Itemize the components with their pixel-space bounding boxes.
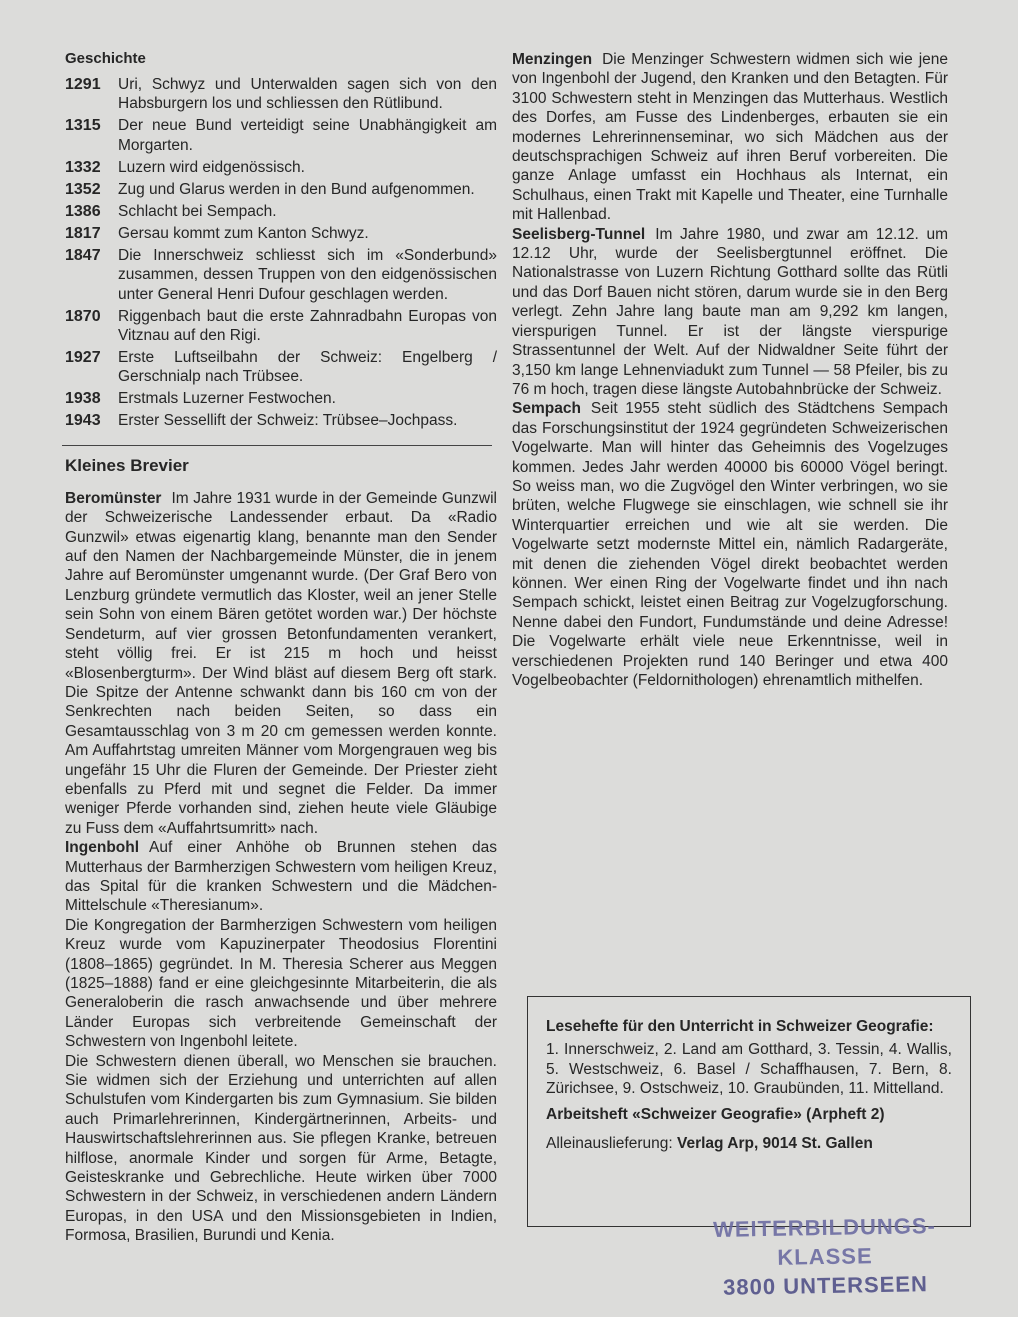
beromuenster-text: Im Jahre 1931 wurde in der Gemeinde Gunzwil der Schweizerische Landessender erbaut. Da «Radio Gunzwil» etwas eigenartig klang, benannte man den Sender auf den Namen der Nachbargemeinde Münster, die in jenem Jahre auf Beromünster umgenannt wurde. (Der Graf Bero von Lenzburg gründete vermutlich das Kloster, weil an jener Stelle sein Sohn von einem Bären getötet worden war.) Der höchste Sendeturm, auf vier grossen Betonfundamenten verankert, steht völlig frei. Er ist 215 m hoch und heisst «Blosenbergturm». Der Wind bläst auf diesem Berg oft stark. Die Spitze der Antenne schwankt dann bis 160 cm von der Senkrechten nach beiden Seiten, so dass ein Gesamtausschlag von 3 m 20 cm gemessen werden konnte. Am Auffahrtstag umreiten Männer vom Morgengrauen weg bis ungefähr 15 Uhr die Fluren der Gemeinde. Der Priester zieht ebenfalls zu Pferd mit und segnet die Felder. Da immer weniger Pferde vorhanden sind, ziehen heute viele Gläubige zu Fuss dem «Auffahrtsumritt» nach. (65, 489, 497, 837)
sempach-text: Seit 1955 steht südlich des Städtchens Sempach das Forschungsinstitut der 1924 gegründeten Schweizerischen Vogelwarte. Man will hinter das Geheimnis des Vogelzuges kommen. Jedes Jahr werden 40000 bis 60000 Vögel beringt. So weiss man, wo die Zugvögel den Winter verbringen, wo sie brüten, welche Flugwege sie einschlagen, wie schnell sie ihr Winterquartier erreichen und wie alt sie werden. Die Vogelwarte setzt modernste Mittel ein, nämlich Radargeräte, mit denen die ziehenden Vögel direkt beobachtet werden können. Wer einen Ring der Vogelwarte findet und ihn nach Sempach schickt, leistet einen Beitrag zur Vogelzugforschung. Nenne dabei den Fundort, Fundumstände und deine Adresse! Die Vogelwarte erhält viele neue Erkenntnisse, weil in verschiedenen Projekten rund 140 Beringer und etwa 400 Vogelbeobachter (Feldornithologen) ehrenamtlich mithelfen. (512, 400, 948, 689)
history-year: 1352 (65, 180, 101, 198)
publisher-label: Alleinauslieferung: (546, 1135, 673, 1153)
stamp-line-1: WEITERBILDUNGS- (712, 1213, 937, 1242)
history-text: Erstmals Luzerner Festwochen. (118, 390, 336, 408)
history-entry (65, 246, 497, 304)
publication-infobox (527, 996, 971, 1227)
history-text: Erste Luftseilbahn der Schweiz: Engelberg / Gerschnialp nach Trübsee. (118, 349, 497, 386)
history-text: Uri, Schwyz und Unterwalden sagen sich von den Habsburgern los und schliessen den Rütlibund. (118, 76, 497, 113)
history-year: 1332 (65, 158, 101, 176)
ingenbohl-paragraph-2: Die Kongregation der Barmherzigen Schwestern vom heiligen Kreuz wurde vom Kapuzinerpater Theodosius Florentini (1808–1865) gegründet. In M. Theresia Scherer aus Meggen (1825–1888) fand er eine gleichgesinnte Mitarbeiterin, die als Generaloberin die rasch anwachsende und über mehrere Länder Europas sich verbreitende Gemeinschaft der Schwestern von Ingenbohl leitete. (65, 916, 497, 1051)
geschichte-list (65, 75, 497, 431)
history-entry (65, 75, 497, 114)
term-sempach: Sempach (512, 400, 581, 418)
history-entry (65, 389, 497, 408)
brevier-title: Kleines Brevier (65, 455, 189, 475)
infobox-list: 1. Innerschweiz, 2. Land am Gotthard, 3. Tessin, 4. Wallis, 5. Westschweiz, 6. Basel / Schaffhausen, 7. Bern, 8. Zürichsee, 9. Ostschweiz, 10. Graubünden, 11. Mittelland. (546, 1041, 952, 1098)
sempach-paragraph (512, 399, 948, 690)
history-text: Der neue Bund verteidigt seine Unabhängigkeit am Morgarten. (118, 117, 497, 154)
history-text: Zug und Glarus werden in den Bund aufgenommen. (118, 180, 475, 198)
history-year: 1817 (65, 224, 101, 242)
history-entry (65, 116, 497, 155)
left-column (65, 50, 497, 1246)
ingenbohl-paragraph-1 (65, 838, 497, 916)
history-text: Erster Sessellift der Schweiz: Trübsee–Jochpass. (118, 412, 458, 430)
history-text: Riggenbach baut die erste Zahnradbahn Europas von Vitznau auf den Rigi. (118, 307, 497, 345)
history-year: 1943 (65, 412, 101, 430)
history-year: 1315 (65, 117, 101, 135)
stamp-line-3: 3800 UNTERSEEN (722, 1271, 929, 1300)
infobox-heading: Lesehefte für den Unterricht in Schweizer Geografie: (546, 1018, 934, 1035)
ink-stamp (694, 1211, 955, 1303)
history-text: Die Innerschweiz schliesst sich im «Sonderbund» zusammen, dessen Truppen von den eidgenössischen unter General Henri Dufour geschlagen werden. (118, 246, 497, 303)
infobox-heading-2: Arbeitsheft «Schweizer Geografie» (Arpheft 2) (546, 1105, 885, 1123)
history-year: 1386 (65, 202, 101, 220)
history-year: 1870 (65, 307, 101, 325)
history-entry (65, 180, 497, 199)
history-text: Schlacht bei Sempach. (118, 202, 277, 220)
menzingen-paragraph (512, 50, 948, 225)
history-text: Luzern wird eidgenössisch. (118, 158, 305, 176)
infobox-publisher-line (546, 1134, 952, 1153)
ingenbohl-text-1: Auf einer Anhöhe ob Brunnen stehen das Mutterhaus der Barmherzigen Schwestern vom heiligen Kreuz, das Spital für die kranken Schwestern und die Mädchen-Mittelschule «Theresianum». (65, 839, 497, 915)
seelisberg-text: Im Jahre 1980, und zwar am 12.12. um 12.12 Uhr, wurde der Seelisbergtunnel eröffnet. Die Nationalstrasse von Luzern Richtung Gotthard sollte das Rütli und das Dorf Bauen nicht stören, darum wurde sie in den Berg verlegt. Zehn Jahre lang baute man am 9,292 km langen, vierspurigen Tunnel. Er ist der längste vierspurige Strassentunnel der Welt. Auf der Nidwaldner Seite führt der 3,150 km lange Lehnenviadukt zum Tunnel — 58 Pfeiler, bis zu 76 m hoch, tragen diese längste Autobahnbrücke der Schweiz. (512, 225, 948, 398)
section-divider (62, 445, 492, 446)
term-beromuenster: Beromünster (65, 489, 162, 507)
history-year: 1847 (65, 246, 101, 264)
history-entry (65, 411, 497, 430)
history-entry (65, 348, 497, 387)
history-entry (65, 158, 497, 177)
history-entry (65, 224, 497, 243)
beromuenster-paragraph (65, 489, 497, 838)
history-year: 1938 (65, 390, 101, 408)
history-text: Gersau kommt zum Kanton Schwyz. (118, 224, 369, 242)
history-entry (65, 307, 497, 346)
history-year: 1927 (65, 349, 101, 367)
right-column (512, 50, 948, 690)
stamp-line-2: KLASSE (777, 1243, 873, 1270)
term-menzingen: Menzingen (512, 51, 593, 68)
seelisberg-paragraph (512, 225, 948, 400)
ingenbohl-paragraph-3: Die Schwestern dienen überall, wo Menschen sie brauchen. Sie widmen sich der Erziehung und unterrichten auf allen Schulstufen vom Kindergarten bis zum Gymnasium. Sie bilden auch Primarlehrerinnen, Kindergärtnerinnen, Arbeits- und Hauswirtschaftslehrerinnen aus. Sie pflegen Kranke, betreuen hilflose, anormale Kinder und sorgen für Arme, Betagte, Geisteskranke und Gebrechliche. Heute wirken über 7000 Schwestern in der Schweiz, in verschiedenen andern Ländern Europas, in den USA und den Missionsgebieten in Indien, Formosa, Brasilien, Burundi und Kenia. (65, 1052, 497, 1245)
history-entry (65, 202, 497, 221)
publisher-name: Verlag Arp, 9014 St. Gallen (676, 1135, 873, 1153)
term-ingenbohl: Ingenbohl (65, 839, 140, 857)
term-seelisberg: Seelisberg-Tunnel (512, 225, 646, 243)
history-year: 1291 (65, 76, 101, 93)
menzingen-text: Die Menzinger Schwestern widmen sich wie jene von Ingenbohl der Jugend, den Kranken und den Betagten. Für 3100 Schwestern steht in Menzingen das Mutterhaus. Westlich des Dorfes, am Fusse des Lindenberges, erbauten sie ein modernes Lehrerinnenseminar, wo sich Mädchen aus der deutschsprachigen Schweiz auf ihren Beruf vorbereiten. Die ganze Anlage umfasst ein Hochhaus als Internat, ein Schulhaus, einen Trakt mit Kapelle und Theater, eine Turnhalle mit Hallenbad. (512, 51, 948, 224)
geschichte-title: Geschichte (65, 50, 146, 67)
